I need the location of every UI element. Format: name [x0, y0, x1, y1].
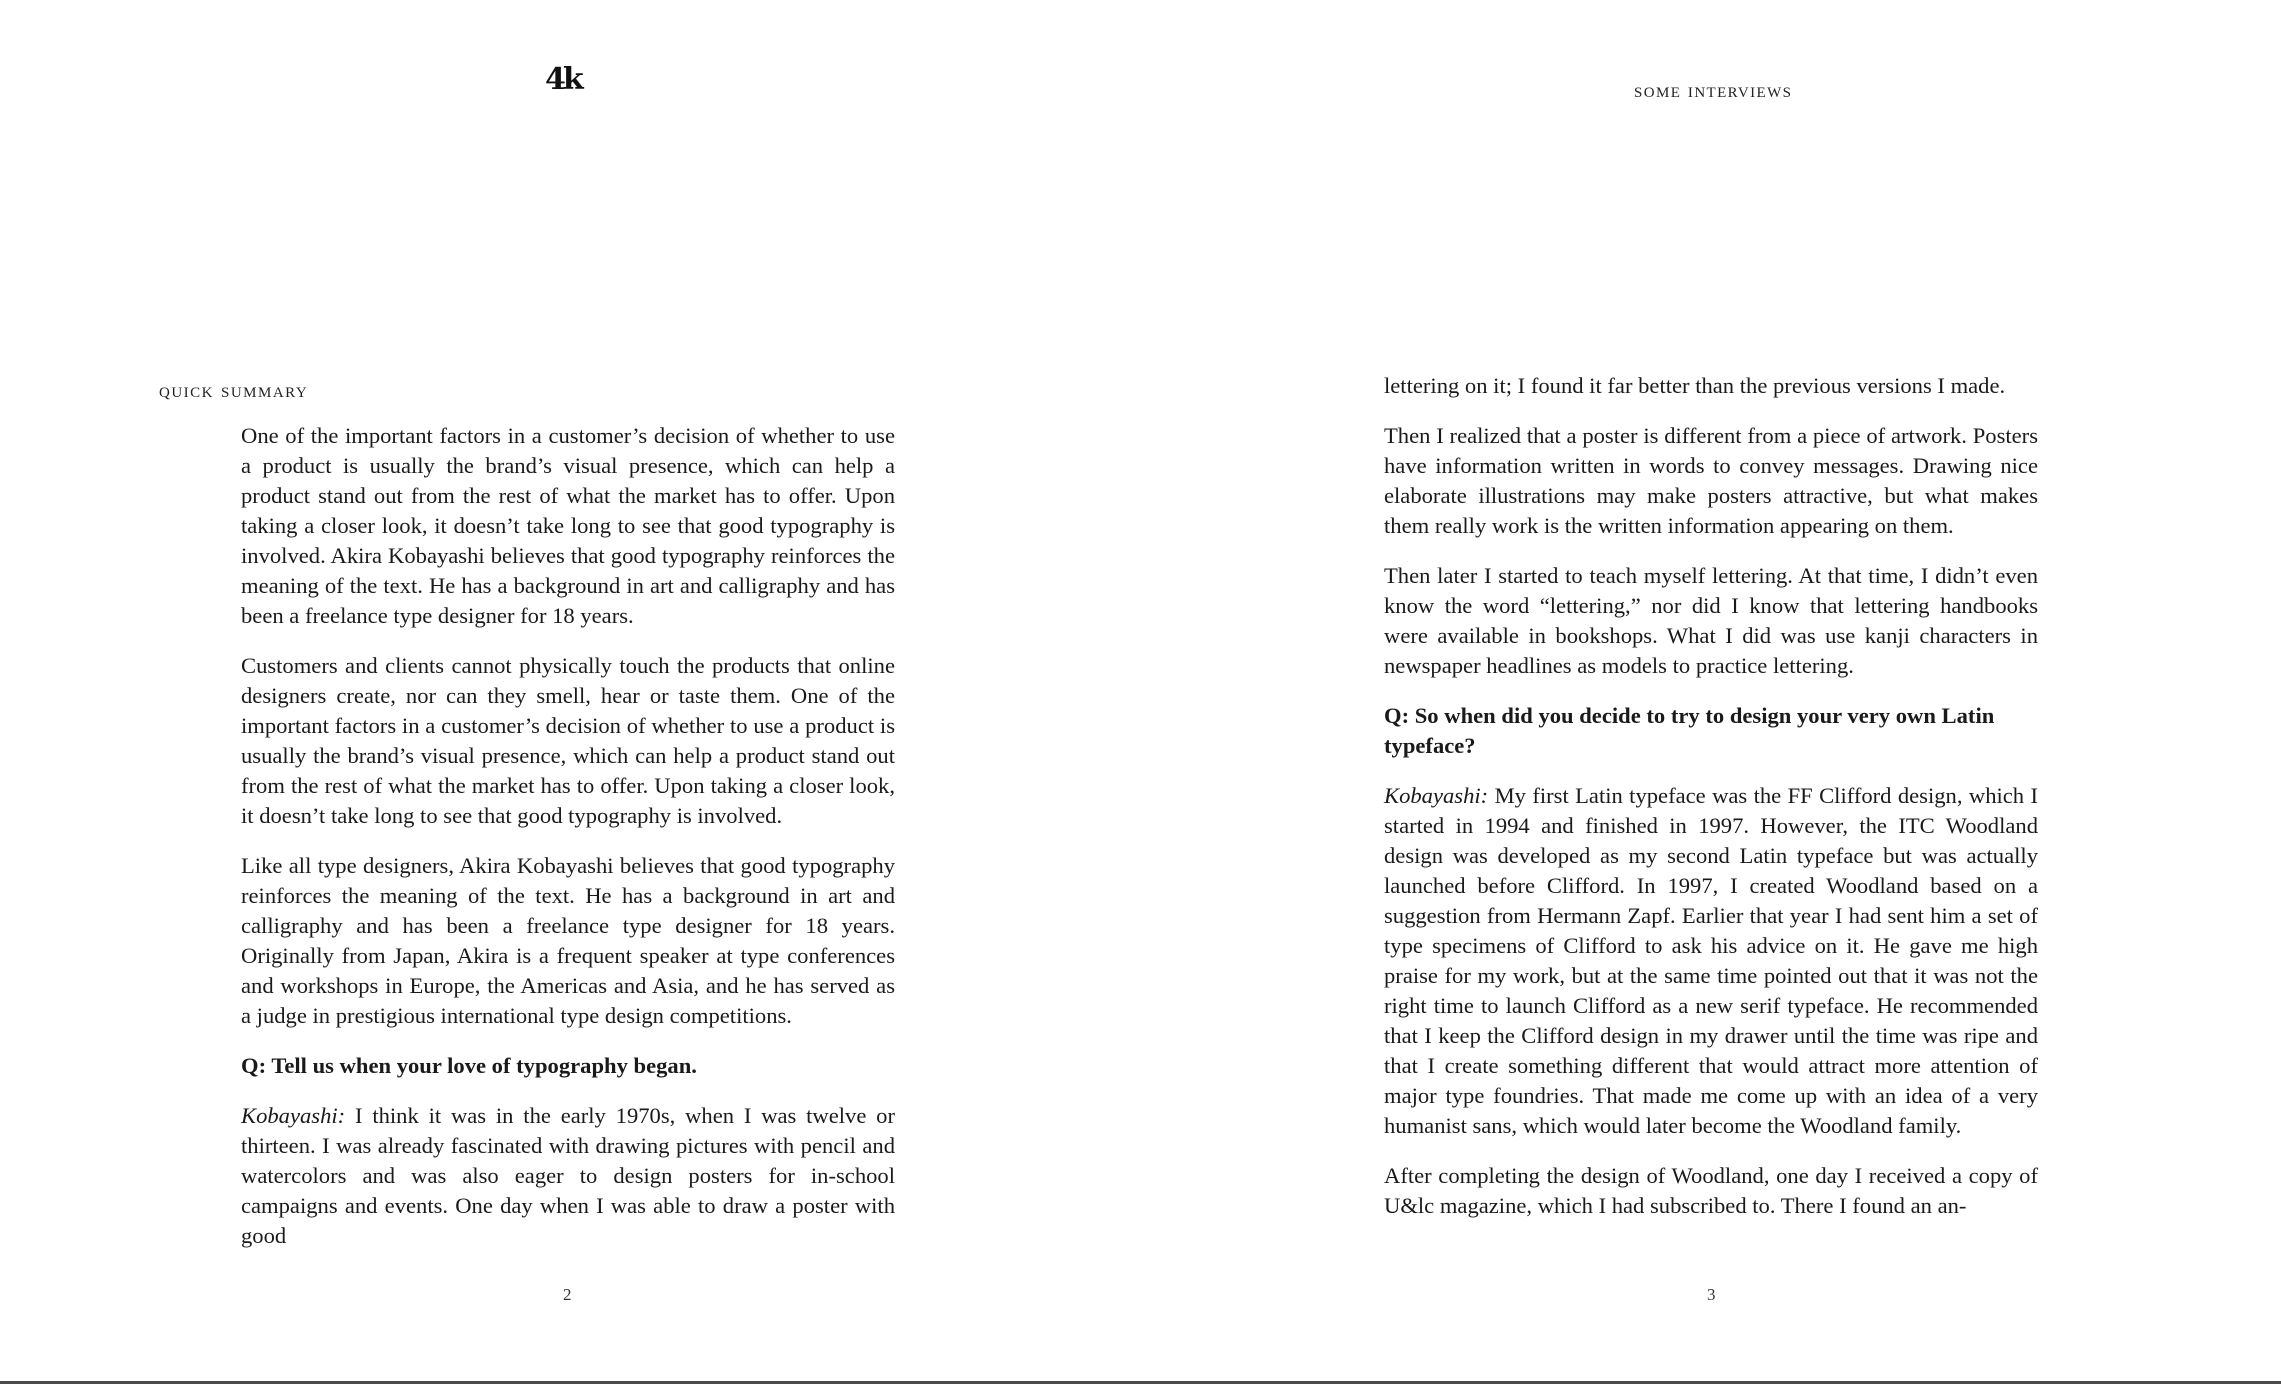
running-head: some interviews: [1634, 78, 1793, 102]
paragraph: Customers and clients cannot physically touch the products that online designers create, nor can they smell, hear or taste them. One of the important factors in a customer’s decision of whether to use a product is usually the brand’s visual presence, which can help a product stand out from the rest of what the market has to offer. Upon taking a closer look, it doesn’t take long to see that good typography is involved.: [241, 653, 895, 828]
page-number: 3: [1707, 1285, 1716, 1304]
speaker-label: Kobayashi:: [241, 1103, 346, 1128]
answer-text: My first Latin typeface was the FF Clifford design, which I started in 1994 and finished in 1997. However, the ITC Woodland design was developed as my second Latin typeface but was actually launched before Clifford. In 1997, I created Woodland based on a suggestion from Hermann Zapf. Earlier that year I had sent him a set of type specimens of Clifford to ask his advice on it. He gave me high praise for my work, but at the same time pointed out that it was not the right time to launch Clifford as a new serif typeface. He recommended that I keep the Clifford design in my drawer until the time was ripe and that I create something different that would attract more attention of major type foundries. That made me come up with an idea of a very humanist sans, which would later become the Woodland family.: [1384, 783, 2038, 1138]
speaker-label: Kobayashi:: [1384, 783, 1489, 808]
page-number: 2: [563, 1285, 572, 1304]
paragraph: Then I realized that a poster is different from a piece of artwork. Posters have information written in words to convey messages. Drawing nice elaborate illustrations may make posters attractive, but what makes them really work is the written information appearing on them.: [1384, 423, 2038, 538]
interview-question: Q: So when did you decide to try to design your very own Latin typeface?: [1384, 703, 1995, 758]
paragraph: Like all type designers, Akira Kobayashi believes that good typography reinforces the meaning of the text. He has a background in art and calligraphy and has been a freelance type designer for 18 years. Originally from Japan, Akira is a frequent speaker at type conferences and workshops in Europe, the Americas and Asia, and he has served as a judge in prestigious international type design competitions.: [241, 853, 895, 1028]
interview-question: Q: Tell us when your love of typography began.: [241, 1053, 697, 1078]
paragraph: One of the important factors in a customer’s decision of whether to use a product is usually the brand’s visual presence, which can help a product stand out from the rest of what the market has to offer. Upon taking a closer look, it doesn’t take long to see that good typography is involved. Akira Kobayashi believes that good typography reinforces the meaning of the text. He has a background in art and calligraphy and has been a freelance type designer for 18 years.: [241, 423, 895, 628]
interview-answer: [241, 1101, 895, 1251]
right-body-text: [1384, 371, 2038, 1241]
left-page: [0, 0, 1140, 1381]
paragraph: After completing the design of Woodland, one day I received a copy of U&lc magazine, which I had subscribed to. There I found an an-: [1384, 1163, 2038, 1218]
left-body-text: [241, 421, 895, 1271]
right-page: [1141, 0, 2281, 1381]
section-title: quick summary: [159, 377, 309, 402]
paragraph: Then later I started to teach myself lettering. At that time, I didn’t even know the word “lettering,” nor did I know that lettering handbooks were available in bookshops. What I did was use kanji characters in newspaper headlines as models to practice lettering.: [1384, 563, 2038, 678]
answer-text: I think it was in the early 1970s, when I was twelve or thirteen. I was already fascinated with drawing pictures with pencil and watercolors and was also eager to design posters for in-school campaigns and events. One day when I was able to draw a poster with good: [241, 1103, 895, 1248]
paragraph: lettering on it; I found it far better than the previous versions I made.: [1384, 373, 2006, 398]
interview-answer: [1384, 781, 2038, 1141]
publisher-logo: 4k: [545, 62, 581, 97]
